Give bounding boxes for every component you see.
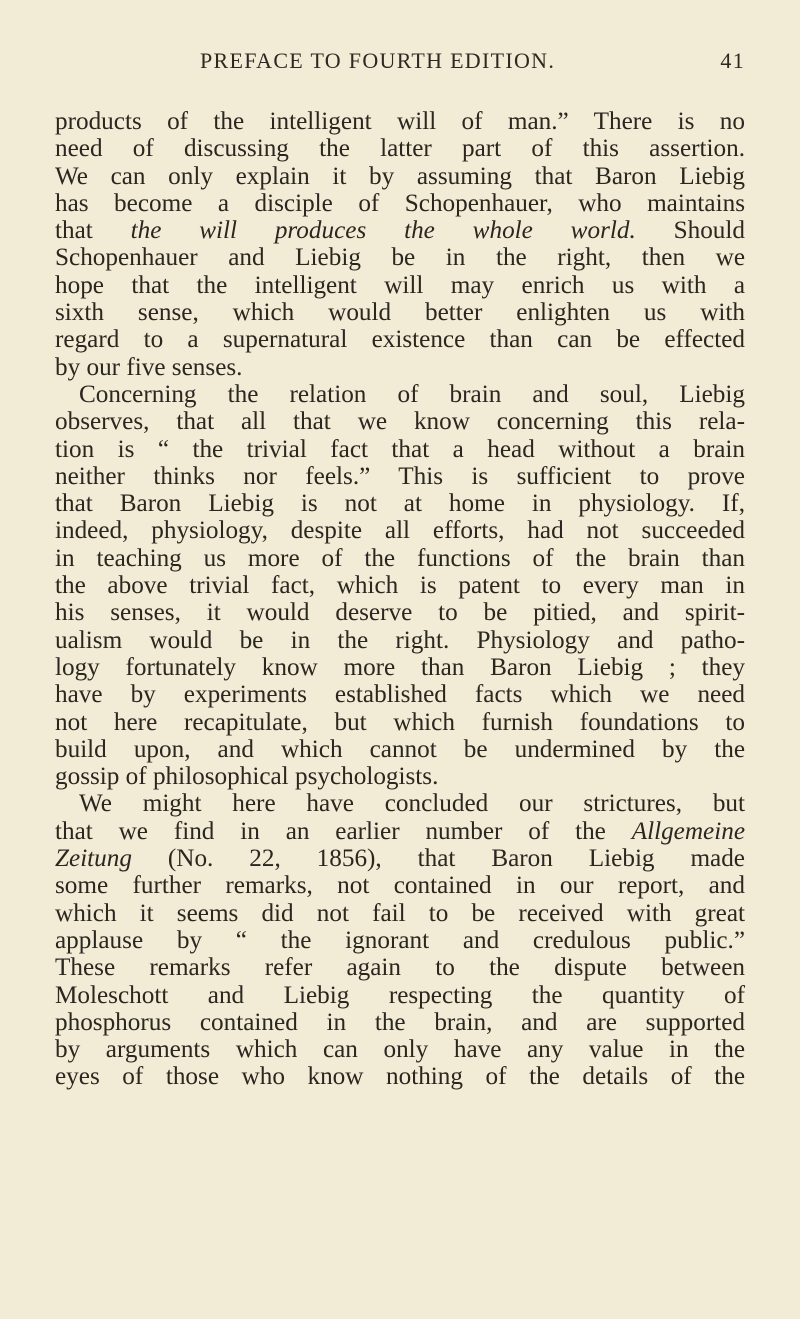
text-line: some further remarks, not contained in our report, and (55, 872, 745, 900)
page-number: 41 (720, 48, 745, 73)
body-text (55, 108, 745, 1091)
italic-title: Zeitung (55, 845, 132, 873)
text-line: These remarks refer again to the dispute between (55, 954, 745, 982)
text-line: neither thinks nor feels.” This is sufficient to prove (55, 462, 745, 490)
text-line: has become a disciple of Schopenhauer, who maintains (55, 189, 745, 217)
text-line: Zeitung (No. 22, 1856), that Baron Liebig made (55, 845, 745, 873)
text-line: which it seems did not fail to be received with great (55, 899, 745, 927)
text-line: indeed, physiology, despite all efforts, had not succeeded (55, 517, 745, 545)
text-line: phosphorus contained in the brain, and are supported (55, 1008, 745, 1036)
text-line: Moleschott and Liebig respecting the quantity of (55, 981, 745, 1009)
running-head (200, 48, 745, 78)
text-line: We can only explain it by assuming that Baron Liebig (55, 162, 745, 190)
text-line: We might here have concluded our strictures, but (79, 790, 745, 818)
text-line: gossip of philosophical psychologists. (55, 763, 439, 791)
text-line: that we find in an earlier number of the Allgemeine (55, 817, 745, 845)
text-line: observes, that all that we know concerning this rela- (55, 408, 745, 436)
text-line: have by experiments established facts which we need (55, 681, 745, 709)
text-line: sixth sense, which would better enlighten us with (55, 299, 745, 327)
text-line: by our five senses. (55, 353, 243, 381)
text-line: logy fortunately know more than Baron Liebig ; they (55, 653, 745, 681)
text-line: ualism would be in the right. Physiology and patho- (55, 626, 745, 654)
text-line: that Baron Liebig is not at home in physiology. If, (55, 490, 745, 518)
running-title: PREFACE TO FOURTH EDITION. (200, 48, 556, 73)
text-line: that the will produces the whole world. Should (55, 217, 745, 245)
text-line: build upon, and which cannot be undermined by the (55, 735, 745, 763)
text-line: applause by “ the ignorant and credulous public.” (55, 926, 745, 954)
italic-title: Allgemeine (631, 817, 745, 845)
text-line: his senses, it would deserve to be pitied, and spirit- (55, 599, 745, 627)
text-line: regard to a supernatural existence than can be effected (55, 326, 745, 354)
text-line: need of discussing the latter part of this assertion. (55, 135, 745, 163)
text-line: hope that the intelligent will may enrich us with a (55, 271, 745, 299)
text-line: eyes of those who know nothing of the details of the (55, 1063, 745, 1091)
text-line: products of the intelligent will of man.” There is no (55, 108, 745, 135)
text-line: Schopenhauer and Liebig be in the right, then we (55, 244, 745, 272)
text-line: Concerning the relation of brain and soul, Liebig (79, 380, 745, 408)
text-line: tion is “ the trivial fact that a head without a brain (55, 435, 745, 463)
text-line: by arguments which can only have any value in the (55, 1036, 745, 1064)
text-line: not here recapitulate, but which furnish foundations to (55, 708, 745, 736)
text-line: the above trivial fact, which is patent to every man in (55, 572, 745, 600)
text-line: in teaching us more of the functions of the brain than (55, 544, 745, 572)
italic-quote: the will produces the whole world. (130, 217, 636, 245)
